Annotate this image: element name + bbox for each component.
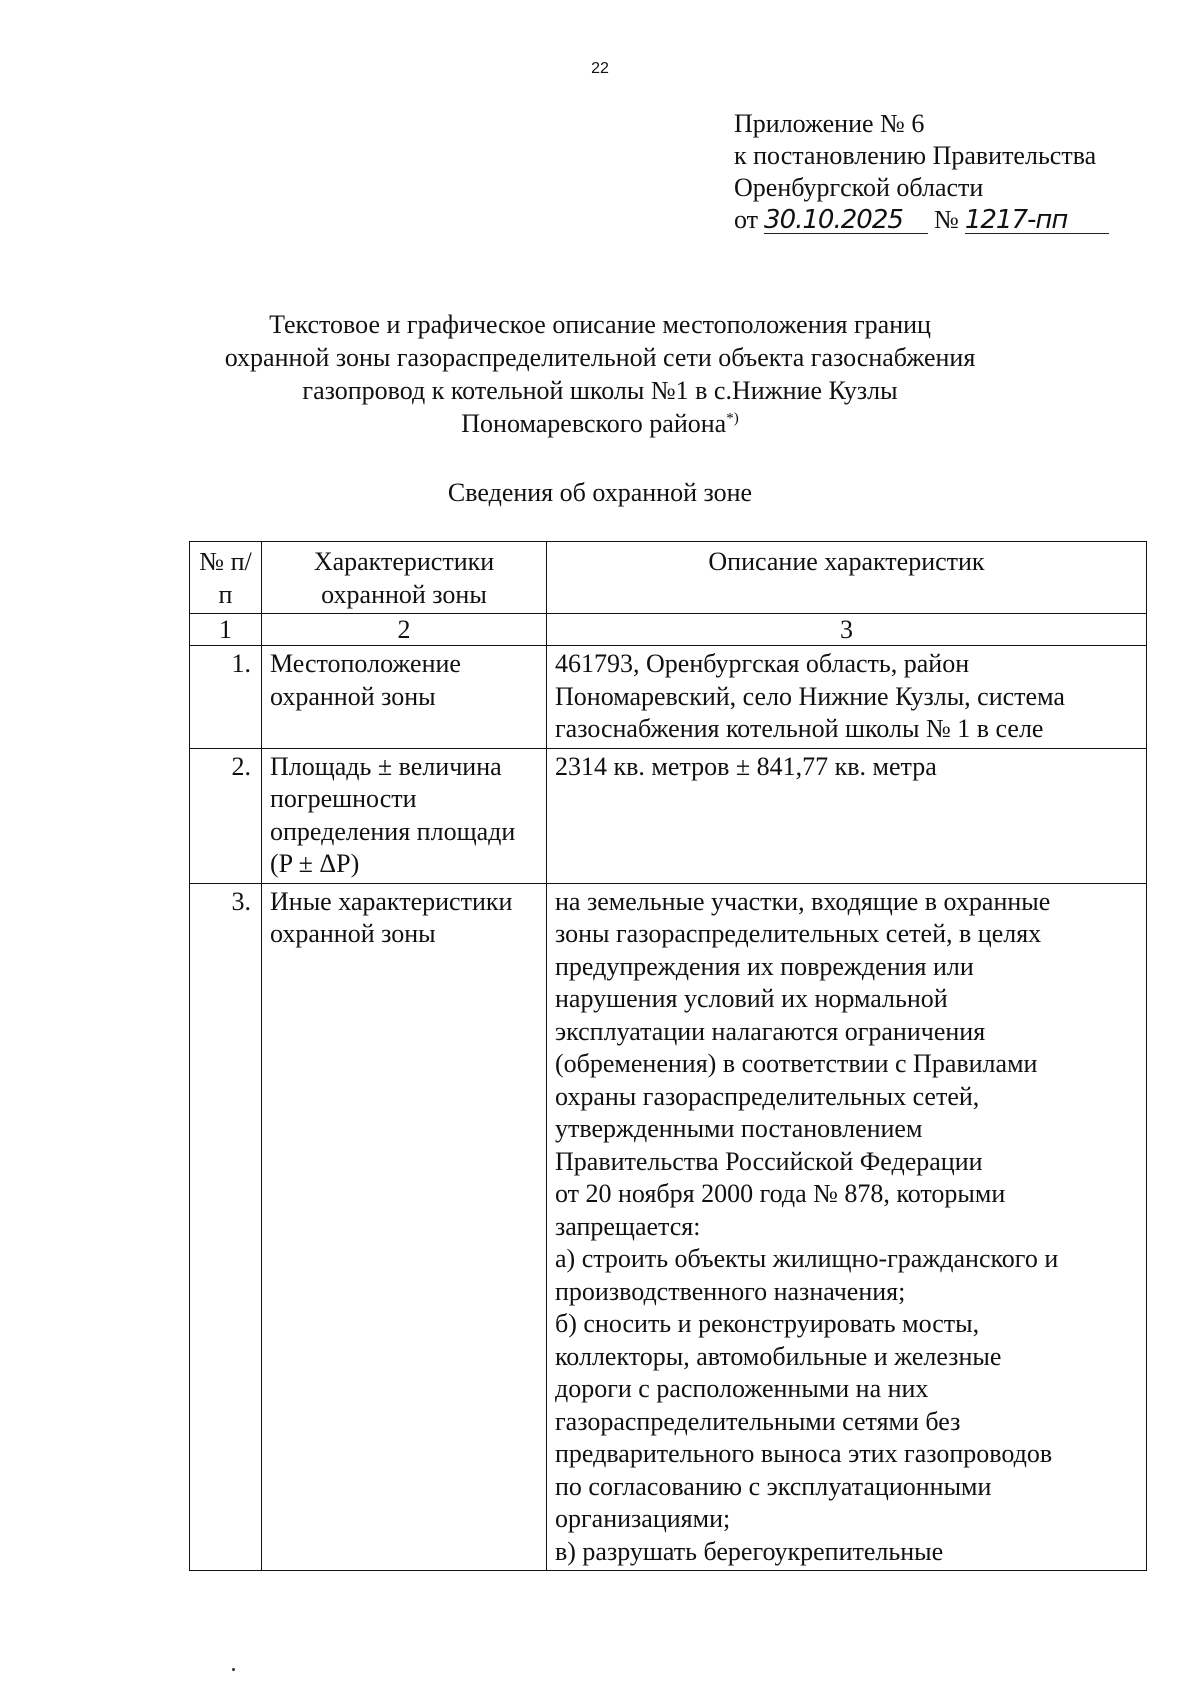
date-prefix: от [734,205,759,234]
appendix-resolution: к постановлению Правительства [734,141,1097,170]
description-line: Пономаревский, село Нижние Кузлы, система [555,681,1065,711]
appendix-region: Оренбургской области [734,173,984,202]
description-line: предупреждения их повреждения или [555,951,974,981]
column-number-row [190,614,1147,646]
description-line: на земельные участки, входящие в охранные [555,886,1051,916]
footnote-mark: *) [726,410,739,427]
table-header-row [190,542,1147,614]
document-title [0,308,1200,440]
description-line: запрещается: [555,1211,701,1241]
number-prefix: № [934,205,959,234]
description-line: утвержденными постановлением [555,1114,923,1143]
title-line-3: газопровод к котельной школы №1 в с.Нижние Кузлы [302,376,898,405]
title-district: Пономаревского района [461,409,727,438]
page-number: 22 [591,60,609,77]
appendix-block [734,108,1115,236]
description-line: газоснабжения котельной школы № 1 в селе [555,714,1044,743]
table-row [190,646,1147,749]
description-line: дороги с расположенными на них [555,1374,929,1403]
header-description: Описание характеристик [547,542,1147,614]
description-line: Правительства Российской Федерации [555,1146,983,1176]
description-line: по согласованию с эксплуатационными [555,1471,992,1501]
row-number: 3. [190,883,262,1571]
description-line: 2314 кв. метров ± 841,77 кв. метра [555,751,937,781]
title-line-1: Текстовое и графическое описание местоположения границ [269,310,931,339]
description-line: (обременения) в соответствии с Правилами [555,1049,1038,1078]
description-line: от 20 ноября 2000 года № 878, которыми [555,1179,1006,1208]
appendix-title: Приложение № 6 [734,109,925,138]
description-line: б) сносить и реконструировать мосты, [555,1309,980,1338]
description-line: эксплуатации налагаются ограничения [555,1016,986,1046]
column-number: 2 [262,614,547,646]
column-number: 1 [190,614,262,646]
handwritten-date: 30.10.2025 [764,207,928,234]
row-characteristic: Иные характеристики охранной зоны [262,883,547,1571]
description-line: организациями; [555,1504,731,1533]
description-line: коллекторы, автомобильные и железные [555,1341,1002,1371]
row-characteristic: Местоположение охранной зоны [262,646,547,749]
handwritten-number: 1217-пп [965,207,1109,234]
description-line: 461793, Оренбургская область, район [555,649,970,678]
row-number: 1. [190,646,262,749]
table-row [190,883,1147,1571]
description-line: охраны газораспределительных сетей, [555,1081,980,1111]
title-line-4 [0,407,1200,440]
section-subtitle: Сведения об охранной зоне [447,478,753,507]
row-description [547,883,1147,1571]
description-line: производственного назначения; [555,1276,906,1306]
header-characteristics: Характеристики охранной зоны [262,542,547,614]
description-line: а) строить объекты жилищно-гражданского и [555,1244,1059,1273]
row-characteristic: Площадь ± величина погрешности определения площади (P ± ΔP) [262,748,547,883]
table-row [190,748,1147,883]
description-line: нарушения условий их нормальной [555,984,948,1013]
header-num: № п/п [190,542,262,614]
description-line: предварительного выноса этих газопроводов [555,1439,1053,1468]
scan-speck [232,1668,235,1671]
column-number: 3 [547,614,1147,646]
row-number: 2. [190,748,262,883]
zone-info-table [189,541,1147,1571]
row-description [547,748,1147,883]
description-line: газораспределительными сетями без [555,1406,961,1436]
row-description [547,646,1147,749]
description-line: в) разрушать берегоукрепительные [555,1536,944,1566]
description-line: зоны газораспределительных сетей, в целях [555,919,1042,948]
title-line-2: охранной зоны газораспределительной сети объекта газоснабжения [224,343,976,372]
appendix-date-line [734,204,1115,236]
